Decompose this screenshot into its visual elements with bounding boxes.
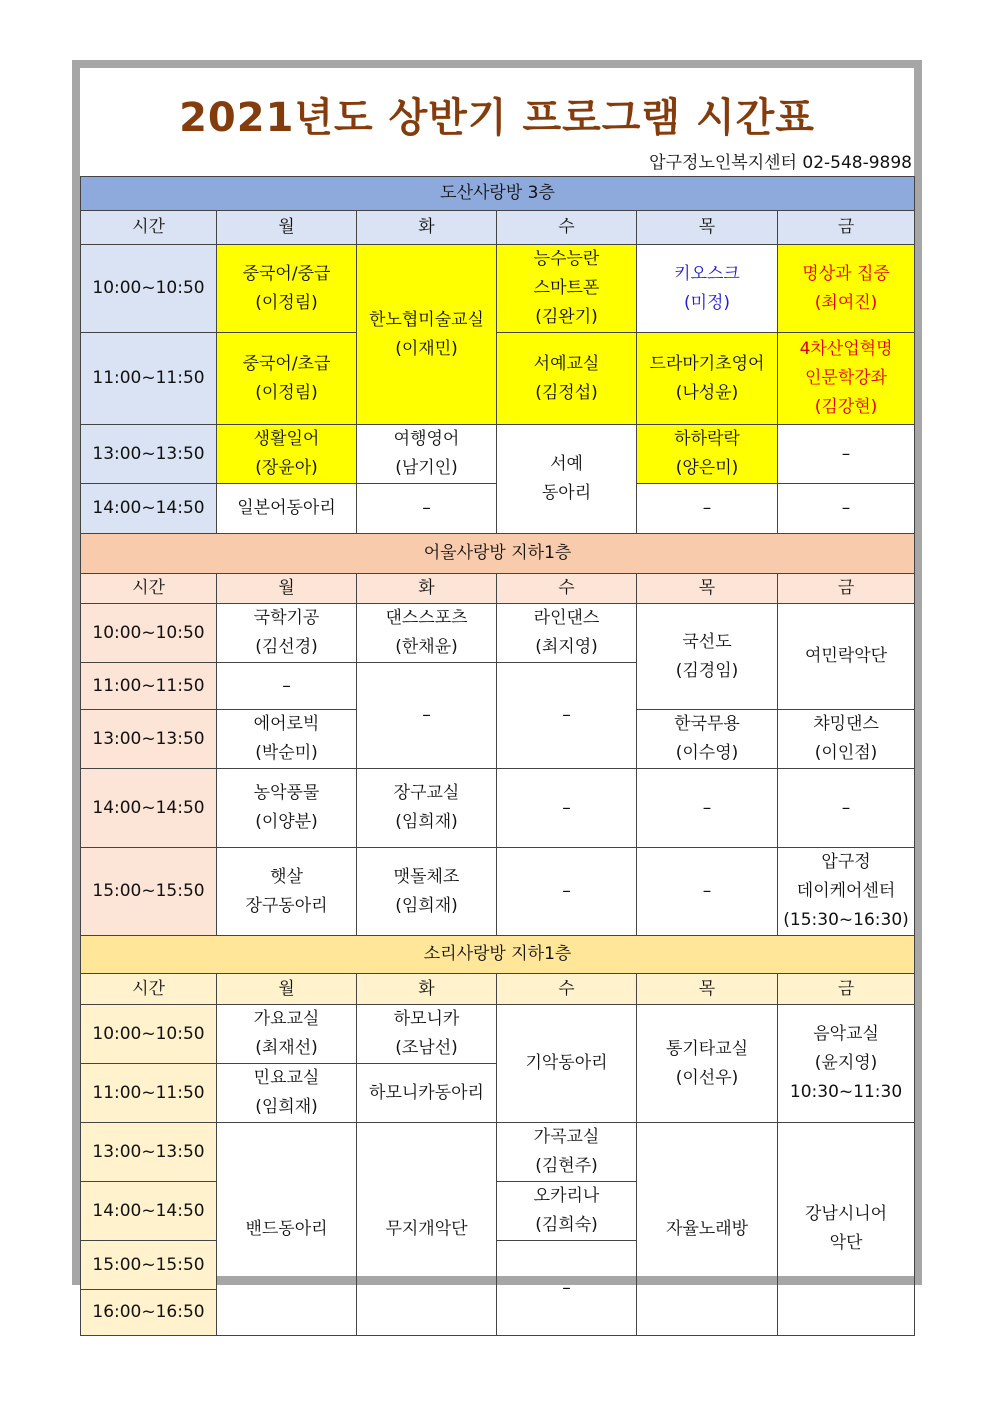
time-slot: 14:00~14:50 — [81, 484, 217, 534]
class-cell: 라인댄스 (최지영) — [497, 604, 637, 663]
class-cell: 맷돌체조 (임희재) — [357, 848, 497, 936]
class-cell: 명상과 집중 (최여진) — [778, 245, 915, 333]
time-slot: 10:00~10:50 — [81, 245, 217, 333]
class-cell: 서예교실 (김정섭) — [497, 333, 637, 425]
header-fri: 금 — [778, 574, 915, 604]
empty-cell: – — [357, 663, 497, 769]
class-cell: 에어로빅 (박순미) — [217, 710, 357, 769]
time-slot: 15:00~15:50 — [81, 848, 217, 936]
header-fri: 금 — [778, 211, 915, 245]
header-mon: 월 — [217, 974, 357, 1005]
class-cell: 자율노래방 — [637, 1123, 778, 1336]
header-thu: 목 — [637, 574, 778, 604]
class-cell: 농악풍물 (이양분) — [217, 769, 357, 848]
class-cell: 하모니카 (조남선) — [357, 1005, 497, 1064]
time-slot: 13:00~13:50 — [81, 1123, 217, 1182]
time-slot: 13:00~13:50 — [81, 710, 217, 769]
header-fri: 금 — [778, 974, 915, 1005]
time-slot: 11:00~11:50 — [81, 663, 217, 710]
page-border — [72, 60, 922, 1322]
header-wed: 수 — [497, 574, 637, 604]
header-row — [81, 211, 915, 245]
class-cell: 음악교실 (윤지영) 10:30~11:30 — [778, 1005, 915, 1123]
empty-cell: – — [637, 484, 778, 534]
time-slot: 14:00~14:50 — [81, 769, 217, 848]
section-title-sori: 소리사랑방 지하1층 — [81, 936, 915, 974]
empty-cell: – — [778, 425, 915, 484]
header-wed: 수 — [497, 211, 637, 245]
class-cell: 가요교실 (최재선) — [217, 1005, 357, 1064]
section-title-dosan: 도산사랑방 3층 — [81, 177, 915, 211]
time-slot: 10:00~10:50 — [81, 604, 217, 663]
empty-cell: – — [497, 1241, 637, 1336]
class-cell: 강남시니어 악단 — [778, 1123, 915, 1336]
header-tue: 화 — [357, 211, 497, 245]
class-cell: 중국어/초급 (이정림) — [217, 333, 357, 425]
empty-cell: – — [778, 484, 915, 534]
empty-cell: – — [778, 769, 915, 848]
header-time: 시간 — [81, 211, 217, 245]
header-thu: 목 — [637, 974, 778, 1005]
header-time: 시간 — [81, 574, 217, 604]
empty-cell: – — [357, 484, 497, 534]
schedule-sheet — [80, 68, 914, 1322]
empty-cell: – — [637, 848, 778, 936]
empty-cell: – — [497, 848, 637, 936]
center-contact: 압구정노인복지센터 02-548-9898 — [649, 153, 912, 173]
class-cell: 기악동아리 — [497, 1005, 637, 1123]
class-cell: 햇살 장구동아리 — [217, 848, 357, 936]
time-slot: 11:00~11:50 — [81, 333, 217, 425]
schedule-table — [80, 176, 915, 1336]
class-cell: 가곡교실 (김현주) — [497, 1123, 637, 1182]
header-wed: 수 — [497, 974, 637, 1005]
class-cell: 서예 동아리 — [497, 425, 637, 534]
class-cell: 여행영어 (남기인) — [357, 425, 497, 484]
class-cell: 통기타교실 (이선우) — [637, 1005, 778, 1123]
header-mon: 월 — [217, 211, 357, 245]
time-slot: 10:00~10:50 — [81, 1005, 217, 1064]
class-cell: 드라마기초영어 (나성윤) — [637, 333, 778, 425]
header-time: 시간 — [81, 974, 217, 1005]
class-cell: 4차산업혁명 인문학강좌 (김강현) — [778, 333, 915, 425]
class-cell: 밴드동아리 — [217, 1123, 357, 1336]
class-cell: 능수능란 스마트폰 (김완기) — [497, 245, 637, 333]
class-cell: 국선도 (김경임) — [637, 604, 778, 710]
header-row — [81, 974, 915, 1005]
header-row — [81, 574, 915, 604]
class-cell: 댄스스포츠 (한채윤) — [357, 604, 497, 663]
class-cell: 하하락락 (양은미) — [637, 425, 778, 484]
empty-cell: – — [497, 663, 637, 769]
class-cell: 키오스크 (미정) — [637, 245, 778, 333]
empty-cell: – — [497, 769, 637, 848]
class-cell: 중국어/중급 (이정림) — [217, 245, 357, 333]
time-slot: 16:00~16:50 — [81, 1290, 217, 1336]
class-cell: 챠밍댄스 (이인점) — [778, 710, 915, 769]
section-title-eoul: 어울사랑방 지하1층 — [81, 534, 915, 574]
class-cell: 무지개악단 — [357, 1123, 497, 1336]
header-mon: 월 — [217, 574, 357, 604]
class-cell: 하모니카동아리 — [357, 1064, 497, 1123]
class-cell: 한국무용 (이수영) — [637, 710, 778, 769]
header-thu: 목 — [637, 211, 778, 245]
page-title: 2021년도 상반기 프로그램 시간표 — [179, 95, 815, 141]
class-cell: 국학기공 (김선경) — [217, 604, 357, 663]
class-cell: 한노협미술교실 (이재민) — [357, 245, 497, 425]
class-cell: 일본어동아리 — [217, 484, 357, 534]
class-cell: 민요교실 (임희재) — [217, 1064, 357, 1123]
class-cell: 여민락악단 — [778, 604, 915, 710]
class-cell: 압구정 데이케어센터 (15:30~16:30) — [778, 848, 915, 936]
time-slot: 14:00~14:50 — [81, 1182, 217, 1241]
class-cell: 생활일어 (장윤아) — [217, 425, 357, 484]
header-tue: 화 — [357, 974, 497, 1005]
empty-cell: – — [637, 769, 778, 848]
class-cell: 장구교실 (임희재) — [357, 769, 497, 848]
time-slot: 11:00~11:50 — [81, 1064, 217, 1123]
header-tue: 화 — [357, 574, 497, 604]
time-slot: 15:00~15:50 — [81, 1241, 217, 1290]
class-cell: 오카리나 (김희숙) — [497, 1182, 637, 1241]
time-slot: 13:00~13:50 — [81, 425, 217, 484]
empty-cell: – — [217, 663, 357, 710]
